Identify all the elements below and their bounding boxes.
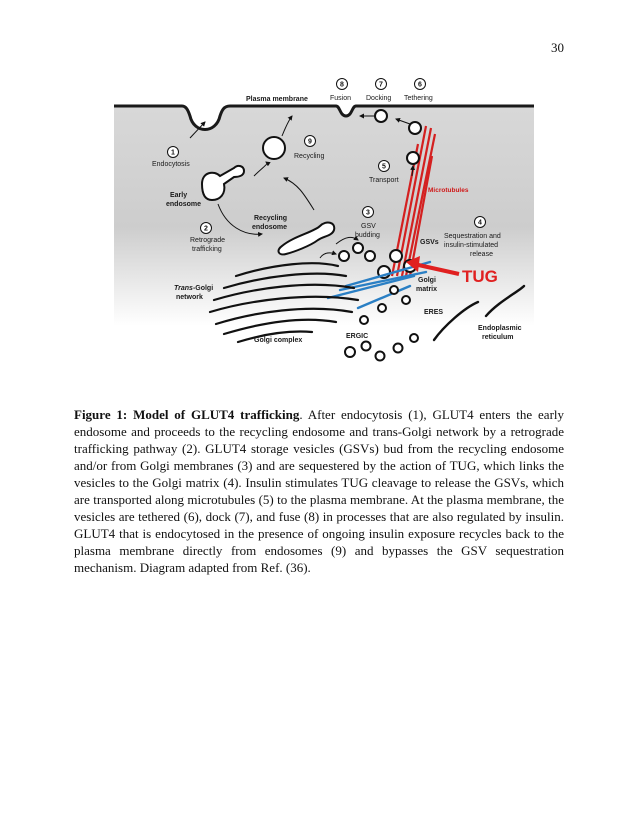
step-1-number: 1 bbox=[171, 149, 175, 157]
trans-golgi-rest: -Golgi bbox=[192, 285, 214, 292]
step-9-number: 9 bbox=[308, 138, 312, 146]
endocytosis-label: Endocytosis bbox=[152, 161, 190, 168]
retrograde-label-line1: Retrograde bbox=[190, 237, 226, 244]
gsvs-label: GSVs bbox=[420, 239, 439, 246]
recycling-label: Recycling bbox=[294, 153, 325, 160]
step-8-number: 8 bbox=[340, 81, 344, 89]
sequestration-label-line2: insulin-stimulated bbox=[444, 242, 499, 249]
glut4-trafficking-figure bbox=[114, 76, 534, 366]
er-label-line1: Endoplasmic bbox=[478, 325, 522, 332]
step-2-number: 2 bbox=[204, 225, 208, 233]
cytoplasm-region bbox=[114, 106, 534, 326]
gsv-budding-label-line2: budding bbox=[355, 232, 380, 239]
sequestration-label-line3: release bbox=[470, 251, 493, 258]
trans-golgi-label-line1 bbox=[174, 285, 213, 292]
plasma-membrane-label: Plasma membrane bbox=[246, 96, 308, 103]
golgi-matrix-label-line2: matrix bbox=[416, 286, 438, 293]
early-endosome-label-line2: endosome bbox=[166, 201, 202, 208]
tug-label: TUG bbox=[462, 267, 498, 286]
recycling-endosome-label-line1: Recycling bbox=[254, 215, 288, 222]
step-5-number: 5 bbox=[382, 163, 386, 171]
golgi-complex-label: Golgi complex bbox=[254, 337, 303, 344]
sequestration-label-line1: Sequestration and bbox=[444, 233, 501, 240]
recycling-endosome-label-line2: endosome bbox=[252, 224, 288, 231]
step-7-number: 7 bbox=[379, 81, 383, 89]
eres-label: ERES bbox=[424, 309, 444, 316]
microtubules-label: Microtubules bbox=[428, 187, 469, 194]
trans-golgi-label-line2: network bbox=[176, 294, 203, 301]
transport-label: Transport bbox=[369, 177, 399, 184]
ergic-label: ERGIC bbox=[346, 333, 369, 340]
gsv-budding-label-line1: GSV bbox=[361, 223, 376, 230]
step-3-number: 3 bbox=[366, 209, 370, 217]
docking-label: Docking bbox=[366, 95, 392, 102]
step-4-number: 4 bbox=[478, 219, 482, 227]
tethering-label: Tethering bbox=[404, 95, 433, 102]
trans-golgi-italic: Trans bbox=[174, 285, 193, 292]
glut4-diagram bbox=[114, 76, 534, 366]
figure-caption bbox=[74, 406, 564, 576]
golgi-matrix-label-line1: Golgi bbox=[418, 277, 436, 284]
early-endosome-label-line1: Early bbox=[170, 192, 188, 199]
retrograde-label-line2: trafficking bbox=[192, 246, 222, 253]
er-label-line2: reticulum bbox=[482, 334, 514, 341]
caption-title: Figure 1: Model of GLUT4 trafficking bbox=[74, 407, 300, 422]
page-number: 30 bbox=[551, 40, 564, 55]
step-6-number: 6 bbox=[418, 81, 422, 89]
fusion-label: Fusion bbox=[330, 95, 352, 102]
caption-body: . After endocytosis (1), GLUT4 enters the early endosome and proceeds to the recycling endosome and trans-Golgi network by a retrograde trafficking pathway (2). GLUT4 storage vesicles (GSVs) bud from the recycling endosome and/or from Golgi membranes (3) and are sequestered by the action of TUG, which links the vesicles to the Golgi matrix (4). Insulin stimulates TUG cleavage to release the GSVs, which are transported along microtubules (5) to the plasma membrane. At the plasma membrane, the vesicles are tethered (6), dock (7), and fuse (8) in processes that are also regulated by insulin. GLUT4 that is endocytosed in the presence of ongoing insulin exposure recycles back to the plasma membrane directly from endosomes (9) and bypasses the GSV sequestration mechanism. Diagram adapted from Ref. (36). bbox=[74, 407, 565, 575]
